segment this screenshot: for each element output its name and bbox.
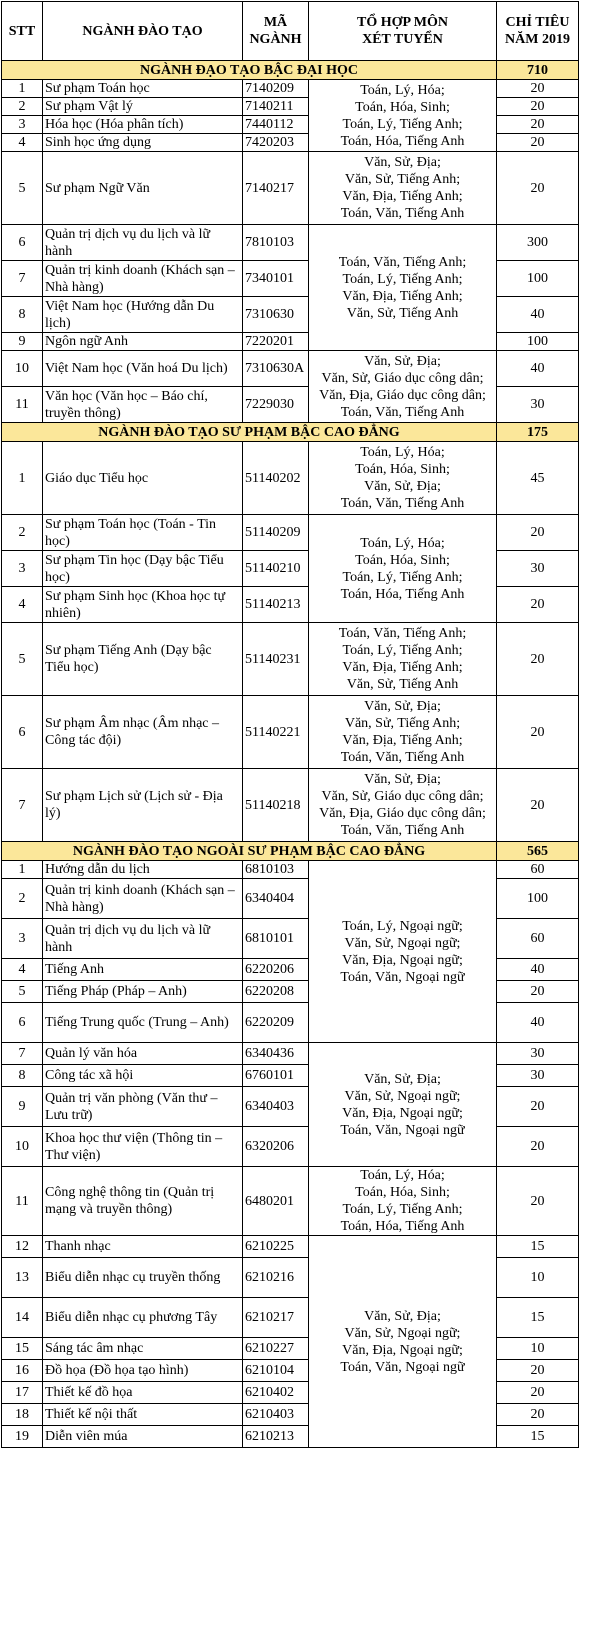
subject-combination-line: Văn, Sử, Tiếng Anh; [344, 716, 461, 731]
row-subject-combinations [309, 769, 497, 842]
subject-combination-line: Văn, Sử, Tiếng Anh [346, 677, 459, 692]
row-major-code: 7220201 [243, 333, 309, 351]
row-quota: 100 [497, 261, 579, 297]
row-stt: 7 [2, 261, 43, 297]
row-stt: 2 [2, 98, 43, 116]
subject-combination-line: Văn, Địa, Tiếng Anh; [342, 288, 463, 304]
row-major-code: 6480201 [243, 1167, 309, 1236]
table-row [2, 1236, 579, 1258]
subject-combination-line: Văn, Sử, Tiếng Anh [346, 305, 459, 321]
row-quota: 20 [497, 696, 579, 769]
section-header-row [2, 61, 579, 80]
row-major-code: 7229030 [243, 387, 309, 423]
row-quota: 60 [497, 861, 579, 879]
row-major-name: Sáng tác âm nhạc [43, 1338, 243, 1360]
row-major-code: 6760101 [243, 1065, 309, 1087]
table-row [2, 861, 579, 879]
subject-combination-line: Toán, Lý, Tiếng Anh; [342, 643, 463, 658]
row-major-name: Quản lý văn hóa [43, 1043, 243, 1065]
row-quota: 100 [497, 333, 579, 351]
row-stt: 10 [2, 351, 43, 387]
section-total: 565 [497, 842, 579, 861]
row-major-name: Biểu diễn nhạc cụ truyền thống [43, 1258, 243, 1298]
row-stt: 5 [2, 981, 43, 1003]
row-major-name: Sư phạm Toán học [43, 80, 243, 98]
row-subject-combinations [309, 1167, 497, 1236]
row-quota: 20 [497, 1382, 579, 1404]
row-quota: 20 [497, 515, 579, 551]
row-major-code: 6210402 [243, 1382, 309, 1404]
subject-combination-line: Văn, Địa, Ngoại ngữ; [342, 952, 463, 968]
row-stt: 12 [2, 1236, 43, 1258]
row-quota: 20 [497, 1360, 579, 1382]
row-stt: 9 [2, 1087, 43, 1127]
subject-combination-line: Toán, Hóa, Tiếng Anh [340, 586, 465, 602]
subject-combination-line: Toán, Văn, Ngoại ngữ [340, 969, 465, 985]
subject-combination-line: Văn, Địa, Tiếng Anh; [342, 189, 463, 204]
row-stt: 1 [2, 861, 43, 879]
row-stt: 15 [2, 1338, 43, 1360]
subject-combination-line: Toán, Lý, Hóa; [360, 445, 445, 460]
row-major-code: 6210403 [243, 1404, 309, 1426]
row-stt: 8 [2, 1065, 43, 1087]
row-major-code: 6210216 [243, 1258, 309, 1298]
subject-combination-line: Văn, Sử, Giáo dục công dân; [321, 370, 484, 386]
row-major-name: Công nghệ thông tin (Quản trị mạng và truyền thông) [43, 1167, 243, 1236]
subject-combination-line: Văn, Địa, Ngoại ngữ; [342, 1105, 463, 1121]
row-major-name: Tiếng Trung quốc (Trung – Anh) [43, 1003, 243, 1043]
row-major-code: 6210217 [243, 1298, 309, 1338]
row-quota: 45 [497, 442, 579, 515]
row-stt: 6 [2, 696, 43, 769]
row-subject-combinations [309, 696, 497, 769]
row-quota: 20 [497, 152, 579, 225]
row-major-name: Hóa học (Hóa phân tích) [43, 116, 243, 134]
row-quota: 10 [497, 1258, 579, 1298]
subject-combination-line: Toán, Lý, Hóa; [360, 82, 445, 98]
subject-combination-line: Văn, Địa, Giáo dục công dân; [319, 387, 486, 403]
row-quota: 20 [497, 981, 579, 1003]
table-row [2, 1167, 579, 1236]
header-code-line: NGÀNH [249, 32, 302, 47]
subject-combination-line: Toán, Văn, Tiếng Anh [340, 496, 465, 511]
row-major-name: Sư phạm Toán học (Toán - Tin học) [43, 515, 243, 551]
row-quota: 20 [497, 98, 579, 116]
row-subject-combinations [309, 861, 497, 1043]
subject-combination-line: Toán, Hóa, Sinh; [355, 99, 450, 115]
row-major-name: Văn học (Văn học – Báo chí, truyền thông) [43, 387, 243, 423]
row-major-code: 6320206 [243, 1127, 309, 1167]
row-subject-combinations [309, 515, 497, 623]
row-major-code: 7440112 [243, 116, 309, 134]
row-subject-combinations [309, 1043, 497, 1167]
subject-combination-line: Toán, Lý, Tiếng Anh; [342, 116, 463, 132]
row-major-code: 51140231 [243, 623, 309, 696]
subject-combination-line: Văn, Sử, Địa; [364, 699, 441, 714]
subject-combination-line: Toán, Hóa, Sinh; [355, 462, 450, 477]
row-major-code: 6220209 [243, 1003, 309, 1043]
row-major-code: 51140221 [243, 696, 309, 769]
row-major-name: Quản trị kinh doanh (Khách sạn – Nhà hàng) [43, 261, 243, 297]
row-major-name: Việt Nam học (Văn hoá Du lịch) [43, 351, 243, 387]
header-quota-line: NĂM 2019 [505, 32, 570, 47]
subject-combination-line: Toán, Văn, Ngoại ngữ [340, 1359, 465, 1375]
row-stt: 7 [2, 769, 43, 842]
row-quota: 20 [497, 1404, 579, 1426]
row-quota: 300 [497, 225, 579, 261]
row-subject-combinations [309, 225, 497, 351]
table-row [2, 351, 579, 387]
row-stt: 5 [2, 152, 43, 225]
row-subject-combinations [309, 623, 497, 696]
row-major-name: Quản trị dịch vụ du lịch và lữ hành [43, 225, 243, 261]
header-quota-line: CHỈ TIÊU [505, 15, 570, 30]
row-major-name: Sư phạm Ngữ Văn [43, 152, 243, 225]
row-stt: 3 [2, 551, 43, 587]
header-subjects-line: TỔ HỢP MÔN [357, 15, 448, 30]
row-major-name: Sư phạm Tin học (Dạy bậc Tiểu học) [43, 551, 243, 587]
row-stt: 8 [2, 297, 43, 333]
row-stt: 1 [2, 442, 43, 515]
row-major-code: 6340403 [243, 1087, 309, 1127]
subject-combination-line: Văn, Sử, Địa; [364, 1071, 441, 1087]
section-title: NGÀNH ĐÀO TẠO SƯ PHẠM BẬC CAO ĐẲNG [2, 423, 497, 442]
row-quota: 15 [497, 1298, 579, 1338]
table-row [2, 769, 579, 842]
subject-combination-line: Toán, Văn, Tiếng Anh [340, 823, 465, 838]
subject-combination-line: Văn, Sử, Địa; [364, 772, 441, 787]
row-quota: 20 [497, 623, 579, 696]
row-quota: 30 [497, 551, 579, 587]
row-stt: 16 [2, 1360, 43, 1382]
row-quota: 15 [497, 1426, 579, 1448]
row-stt: 5 [2, 623, 43, 696]
subject-combination-line: Văn, Sử, Tiếng Anh; [344, 172, 461, 187]
subject-combination-line: Văn, Địa, Tiếng Anh; [342, 733, 463, 748]
row-stt: 4 [2, 134, 43, 152]
row-quota: 20 [497, 769, 579, 842]
section-total: 175 [497, 423, 579, 442]
table-row [2, 515, 579, 551]
row-quota: 40 [497, 351, 579, 387]
header-subjects [309, 2, 497, 61]
row-major-code: 51140213 [243, 587, 309, 623]
row-major-code: 6220206 [243, 959, 309, 981]
row-major-code: 51140202 [243, 442, 309, 515]
row-stt: 11 [2, 387, 43, 423]
row-major-code: 6210213 [243, 1426, 309, 1448]
table-row [2, 80, 579, 98]
table-row [2, 442, 579, 515]
row-major-name: Biểu diễn nhạc cụ phương Tây [43, 1298, 243, 1338]
row-major-name: Thiết kế đồ họa [43, 1382, 243, 1404]
subject-combination-line: Toán, Hóa, Tiếng Anh [340, 1219, 465, 1234]
header-row [2, 2, 579, 61]
subject-combination-line: Toán, Văn, Tiếng Anh [340, 750, 465, 765]
row-subject-combinations [309, 442, 497, 515]
row-major-code: 7420203 [243, 134, 309, 152]
subject-combination-line: Toán, Lý, Tiếng Anh; [342, 271, 463, 287]
row-subject-combinations [309, 80, 497, 152]
row-quota: 40 [497, 1003, 579, 1043]
row-subject-combinations [309, 1236, 497, 1448]
row-major-code: 51140209 [243, 515, 309, 551]
subject-combination-line: Toán, Văn, Tiếng Anh; [338, 626, 467, 641]
row-major-code: 7310630A [243, 351, 309, 387]
row-stt: 19 [2, 1426, 43, 1448]
row-quota: 100 [497, 879, 579, 919]
row-major-name: Thiết kế nội thất [43, 1404, 243, 1426]
row-major-code: 6220208 [243, 981, 309, 1003]
row-stt: 4 [2, 959, 43, 981]
row-stt: 3 [2, 116, 43, 134]
subject-combination-line: Toán, Hóa, Sinh; [355, 1185, 450, 1200]
row-quota: 20 [497, 116, 579, 134]
row-quota: 40 [497, 297, 579, 333]
row-major-code: 6340436 [243, 1043, 309, 1065]
row-quota: 20 [497, 1167, 579, 1236]
row-stt: 2 [2, 515, 43, 551]
row-major-name: Công tác xã hội [43, 1065, 243, 1087]
subject-combination-line: Toán, Lý, Hóa; [360, 535, 445, 551]
row-quota: 20 [497, 134, 579, 152]
row-major-name: Sư phạm Âm nhạc (Âm nhạc – Công tác đội) [43, 696, 243, 769]
subject-combination-line: Toán, Văn, Ngoại ngữ [340, 1122, 465, 1138]
row-major-name: Tiếng Pháp (Pháp – Anh) [43, 981, 243, 1003]
row-major-name: Việt Nam học (Hướng dẫn Du lịch) [43, 297, 243, 333]
row-stt: 10 [2, 1127, 43, 1167]
row-major-name: Quản trị kinh doanh (Khách sạn – Nhà hàng) [43, 879, 243, 919]
subject-combination-line: Văn, Địa, Giáo dục công dân; [319, 806, 486, 821]
section-title: NGÀNH ĐẠO TẠO BẬC ĐẠI HỌC [2, 61, 497, 80]
row-major-name: Tiếng Anh [43, 959, 243, 981]
subject-combination-line: Văn, Địa, Tiếng Anh; [342, 660, 463, 675]
row-major-code: 7310630 [243, 297, 309, 333]
header-major: NGÀNH ĐÀO TẠO [43, 2, 243, 61]
row-stt: 14 [2, 1298, 43, 1338]
row-major-code: 6810101 [243, 919, 309, 959]
row-major-code: 51140218 [243, 769, 309, 842]
subject-combination-line: Toán, Văn, Tiếng Anh [340, 404, 465, 420]
row-stt: 6 [2, 1003, 43, 1043]
row-major-name: Sinh học ứng dụng [43, 134, 243, 152]
subject-combination-line: Văn, Sử, Ngoại ngữ; [344, 935, 461, 951]
row-quota: 15 [497, 1236, 579, 1258]
header-quota [497, 2, 579, 61]
row-quota: 40 [497, 959, 579, 981]
row-major-name: Diễn viên múa [43, 1426, 243, 1448]
subject-combination-line: Toán, Lý, Tiếng Anh; [342, 569, 463, 585]
row-quota: 20 [497, 1087, 579, 1127]
row-quota: 60 [497, 919, 579, 959]
row-major-name: Sư phạm Tiếng Anh (Dạy bậc Tiểu học) [43, 623, 243, 696]
row-major-name: Quản trị dịch vụ du lịch và lữ hành [43, 919, 243, 959]
subject-combination-line: Toán, Văn, Tiếng Anh [340, 206, 465, 221]
row-major-code: 6210104 [243, 1360, 309, 1382]
row-major-name: Khoa học thư viện (Thông tin – Thư viện) [43, 1127, 243, 1167]
row-major-code: 6810103 [243, 861, 309, 879]
subject-combination-line: Văn, Địa, Ngoại ngữ; [342, 1342, 463, 1358]
row-quota: 20 [497, 80, 579, 98]
row-major-code: 7140217 [243, 152, 309, 225]
row-quota: 10 [497, 1338, 579, 1360]
row-major-name: Đồ họa (Đồ họa tạo hình) [43, 1360, 243, 1382]
row-quota: 20 [497, 587, 579, 623]
row-stt: 13 [2, 1258, 43, 1298]
row-stt: 3 [2, 919, 43, 959]
header-code [243, 2, 309, 61]
row-major-name: Thanh nhạc [43, 1236, 243, 1258]
subject-combination-line: Văn, Sử, Ngoại ngữ; [344, 1325, 461, 1341]
section-title: NGÀNH ĐÀO TẠO NGOÀI SƯ PHẠM BẬC CAO ĐẲNG [2, 842, 497, 861]
row-major-code: 6340404 [243, 879, 309, 919]
row-stt: 7 [2, 1043, 43, 1065]
row-quota: 30 [497, 1043, 579, 1065]
subject-combination-line: Văn, Sử, Địa; [364, 1308, 441, 1324]
table-row [2, 696, 579, 769]
row-stt: 1 [2, 80, 43, 98]
row-major-name: Sư phạm Lịch sử (Lịch sử - Địa lý) [43, 769, 243, 842]
row-subject-combinations [309, 152, 497, 225]
table-row [2, 152, 579, 225]
row-major-name: Sư phạm Vật lý [43, 98, 243, 116]
subject-combination-line: Toán, Lý, Ngoại ngữ; [342, 918, 463, 934]
row-stt: 4 [2, 587, 43, 623]
row-stt: 2 [2, 879, 43, 919]
row-major-code: 6210227 [243, 1338, 309, 1360]
row-major-name: Ngôn ngữ Anh [43, 333, 243, 351]
subject-combination-line: Văn, Sử, Địa; [364, 155, 441, 170]
subject-combination-line: Toán, Văn, Tiếng Anh; [338, 254, 467, 270]
row-stt: 11 [2, 1167, 43, 1236]
subject-combination-line: Toán, Hóa, Sinh; [355, 552, 450, 568]
row-stt: 6 [2, 225, 43, 261]
subject-combination-line: Văn, Sử, Địa; [364, 353, 441, 369]
header-subjects-line: XÉT TUYỂN [362, 32, 443, 47]
row-major-code: 7810103 [243, 225, 309, 261]
row-stt: 17 [2, 1382, 43, 1404]
row-major-code: 7140209 [243, 80, 309, 98]
admission-quota-table [1, 1, 579, 1448]
row-stt: 9 [2, 333, 43, 351]
row-stt: 18 [2, 1404, 43, 1426]
row-major-name: Sư phạm Sinh học (Khoa học tự nhiên) [43, 587, 243, 623]
row-quota: 30 [497, 1065, 579, 1087]
row-subject-combinations [309, 351, 497, 423]
table-row [2, 623, 579, 696]
row-major-code: 6210225 [243, 1236, 309, 1258]
row-major-code: 7340101 [243, 261, 309, 297]
header-stt: STT [2, 2, 43, 61]
section-header-row [2, 423, 579, 442]
subject-combination-line: Văn, Sử, Giáo dục công dân; [321, 789, 484, 804]
subject-combination-line: Văn, Sử, Ngoại ngữ; [344, 1088, 461, 1104]
header-code-line: MÃ [263, 15, 288, 30]
section-header-row [2, 842, 579, 861]
row-major-name: Quản trị văn phòng (Văn thư – Lưu trữ) [43, 1087, 243, 1127]
section-total: 710 [497, 61, 579, 80]
row-quota: 30 [497, 387, 579, 423]
table-row [2, 225, 579, 261]
row-major-code: 7140211 [243, 98, 309, 116]
subject-combination-line: Toán, Lý, Tiếng Anh; [342, 1202, 463, 1217]
subject-combination-line: Văn, Sử, Địa; [364, 479, 441, 494]
subject-combination-line: Toán, Lý, Hóa; [360, 1168, 445, 1183]
row-quota: 20 [497, 1127, 579, 1167]
row-major-name: Hướng dẫn du lịch [43, 861, 243, 879]
table-row [2, 1043, 579, 1065]
subject-combination-line: Toán, Hóa, Tiếng Anh [340, 133, 465, 149]
row-major-code: 51140210 [243, 551, 309, 587]
row-major-name: Giáo dục Tiểu học [43, 442, 243, 515]
